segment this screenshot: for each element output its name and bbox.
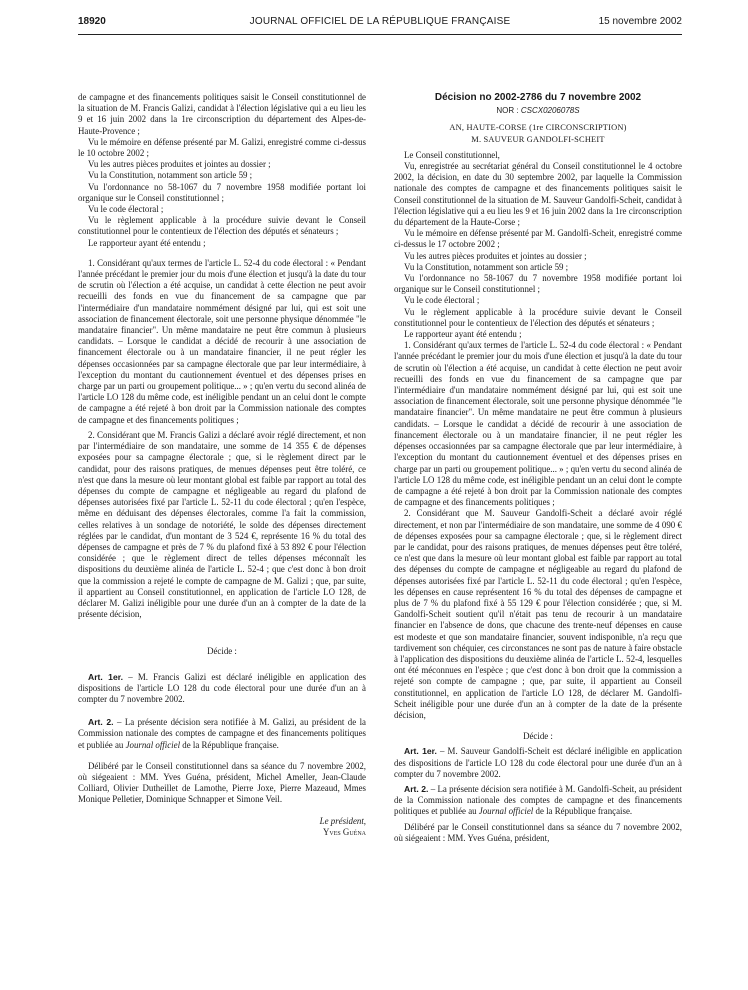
left-article-2: [78, 717, 366, 751]
decision-title: Décision no 2002-2786 du 7 novembre 2002: [434, 92, 642, 103]
right-para-5: Vu l'ordonnance no 58-1067 du 7 novembre 1958 modifiée portant loi organique sur le Conseil constitutionnel ;: [394, 273, 682, 295]
left-signer-title: Le président,: [319, 815, 366, 826]
left-art2-italic: Journal officiel: [125, 739, 181, 750]
left-art1-label: Art. 1er.: [88, 671, 123, 682]
left-para-3: Vu la Constitution, notamment son article 59 ;: [88, 170, 253, 181]
left-para-7: Le rapporteur ayant été entendu ;: [88, 237, 206, 248]
right-art2-text-b: de la République française.: [533, 806, 633, 817]
left-decide: Décide :: [207, 646, 237, 657]
left-column: [78, 92, 366, 838]
right-column: [394, 92, 682, 844]
nor-label: NOR :: [496, 106, 521, 116]
right-para-3: Vu les autres pièces produites et jointes au dossier ;: [404, 250, 587, 261]
journal-title: JOURNAL OFFICIEL DE LA RÉPUBLIQUE FRANÇAISE: [249, 16, 511, 27]
left-para-9: 2. Considérant que M. Francis Galizi a déclaré avoir réglé directement, et non par l'intermédiaire de son mandataire, une somme de 14 355 € de dépenses exposées pour sa campagne électorale ; que, si le règlement direct par le candidat, pour des raisons pratiques, de menues dépenses peut être toléré, ce n'est que dans la mesure où leur montant global est faible par rapport au total des dépenses du compte de campagne et négligeable au regard du plafond de dépenses autorisées fixé par l'article L. 52-11 du code électoral ; qu'en l'espèce, même en déduisant des dépenses électorales, comme l'a fait la commission, celles relatives à un sondage de notoriété, le solde des dépenses directement réglées par le candidat, d'un montant de 3 524 €, représente 16 % du total des dépenses de campagne et près de 7 % du plafond fixé à 53 892 € pour l'élection considérée ; que le règlement direct de telles dépenses méconnaît les dispositions du deuxième alinéa de l'article L. 52-4 ; que c'est donc à bon droit que la commission a rejeté le compte de campagne de M. Galizi ; que, par suite, il appartient au Conseil constitutionnel, en application de l'article LO 128, de déclarer M. Galizi inéligible pour une durée d'un an à compter de la date de la présente décision,: [78, 429, 366, 620]
page-header: [78, 16, 682, 32]
issue-date: 15 novembre 2002: [598, 16, 682, 27]
right-art2-label: Art. 2.: [404, 783, 429, 794]
right-para-6: Vu le code électoral ;: [404, 295, 480, 306]
left-deliberation: Délibéré par le Conseil constitutionnel dans sa séance du 7 novembre 2002, où siégeaient : MM. Yves Guéna, président, Michel Ameller, Jean-Claude Colliard, Olivier Dutheillet de Lamothe, Pierre Joxe, Pierre Mazeaud, Mmes Monique Pelletier, Dominique Schnapper et Simone Veil.: [78, 760, 366, 805]
left-article-1: [78, 672, 366, 706]
right-art1-label: Art. 1er.: [404, 746, 437, 757]
left-para-0: de campagne et des financements politiques saisit le Conseil constitutionnel de la situation de M. Francis Galizi, candidat à l'élection législative qui a eu lieu les 9 et 16 juin 2002 dans la 1re circonscription du département des Alpes-de-Haute-Provence ;: [78, 92, 366, 136]
nor-line: [394, 105, 682, 116]
nor-code: CSCX0206078S: [520, 106, 580, 116]
right-para-0: Le Conseil constitutionnel,: [404, 149, 500, 160]
candidate-line: M. SAUVEUR GANDOLFI-SCHEIT: [471, 134, 605, 144]
circonscription-line: AN, HAUTE-CORSE (1re CIRCONSCRIPTION): [449, 123, 627, 133]
left-para-5: Vu le code électoral ;: [88, 204, 164, 215]
left-para-4: Vu l'ordonnance no 58-1067 du 7 novembre 1958 modifiée portant loi organique sur le Conseil constitutionnel ;: [78, 181, 366, 203]
right-para-9: 1. Considérant qu'aux termes de l'article L. 52-4 du code électoral : « Pendant l'année précédant le premier jour du mois d'une élection et jusqu'à la date du tour de scrutin où l'élection a été acquise, un candidat à cette élection ne peut avoir recueilli des fonds en vue du financement de sa campagne que par l'intermédiaire d'un mandataire nommément désigné par lui, qui est soit une association de financement électorale, soit une personne physique dénommée "le mandataire financier". Un même mandataire ne peut être commun à plusieurs candidats. – Lorsque le candidat a décidé de recourir à une association de financement électorale ou à un mandataire financier, il ne peut régler les dépenses occasionnées par sa campagne électorale que par leur intermédiaire, à l'exception du montant du cautionnement éventuel et des dépenses prises en charge par un parti ou groupement politique... » ; qu'en vertu du second alinéa de l'article LO 128 du même code, est inéligible pendant un an celui dont le compte de campagne a été rejeté à bon droit par la Commission nationale des comptes de campagne et des financements politiques ;: [394, 340, 682, 508]
header-rule: [78, 34, 682, 35]
left-art2-label: Art. 2.: [88, 717, 114, 728]
right-para-4: Vu la Constitution, notamment son article 59 ;: [404, 261, 569, 272]
right-article-1: [394, 746, 682, 780]
left-para-6: Vu le règlement applicable à la procédure suivie devant le Conseil constitutionnel pour le contentieux de l'élection des députés et sénateurs ;: [78, 215, 366, 237]
left-para-8: 1. Considérant qu'aux termes de l'article L. 52-4 du code électoral : « Pendant l'année précédant le premier jour du mois d'une élection et jusqu'à la date du tour de scrutin où l'élection a été acquise, un candidat à cette élection ne peut avoir recueilli des fonds en vue du financement de sa campagne que par l'intermédiaire d'un mandataire nommément désigné par lui, qui est soit une association de financement électorale, soit une personne physique dénommée "le mandataire financier". Un même mandataire ne peut être commun à plusieurs candidats. – Lorsque le candidat a décidé de recourir à une association de financement électorale ou à un mandataire financier, il ne peut régler les dépenses occasionnées par sa campagne électorale que par leur intermédiaire, à l'exception du montant du cautionnement éventuel et des dépenses prises en charge par un parti ou groupement politique... » ; qu'en vertu du second alinéa de l'article LO 128 du même code, est inéligible pendant un an celui dont le compte de campagne a été rejeté à bon droit par la Commission nationale des comptes de campagne et des financements politiques ;: [78, 257, 366, 425]
right-para-7: Vu le règlement applicable à la procédure suivie devant le Conseil constitutionnel pour le contentieux de l'élection des députés et sénateurs ;: [394, 306, 682, 328]
left-art2-text-b: de la République française.: [180, 739, 279, 750]
right-para-2: Vu le mémoire en défense présenté par M. Gandolfi-Scheit, enregistré comme ci-dessus le 17 octobre 2002 ;: [394, 228, 682, 250]
left-para-1: Vu le mémoire en défense présenté par M. Galizi, enregistré comme ci-dessus le 10 octobre 2002 ;: [78, 136, 366, 159]
left-art1-text: – M. Francis Galizi est déclaré inéligible en application des dispositions de l'article LO 128 du code électoral pour une durée d'un an à compter du 7 novembre 2002.: [78, 671, 366, 704]
right-deliberation: Délibéré par le Conseil constitutionnel dans sa séance du 7 novembre 2002, où siégeaient : MM. Yves Guéna, président,: [394, 821, 682, 843]
left-art2-text-a: – La présente décision sera notifiée à M. Galizi, au président de la Commission nationale des comptes de campagne et des financements politiques et publiée au: [78, 717, 366, 750]
right-art1-text: – M. Sauveur Gandolfi-Scheit est déclaré inéligible en application des dispositions de l'article LO 128 du code électoral pour une durée d'un an à compter du 7 novembre 2002.: [394, 746, 682, 779]
left-para-2: Vu les autres pièces produites et jointes au dossier ;: [88, 159, 271, 170]
right-art2-text-a: – La présente décision sera notifiée à M. Gandolfi-Scheit, au président de la Commission nationale des comptes de campagne et des financements politiques et publiée au: [394, 783, 683, 817]
page-number: 18920: [78, 16, 106, 27]
right-para-1: Vu, enregistrée au secrétariat général du Conseil constitutionnel le 4 octobre 2002, la décision, en date du 30 septembre 2002, par laquelle la Commission nationale des comptes de campagne et des financements politiques saisit le Conseil constitutionnel de la situation de M. Sauveur Gandolfi-Scheit, candidat à l'élection législative qui a eu lieu les 9 et 16 juin 2002 dans la 1re circonscription du département de la Haute-Corse ;: [394, 161, 682, 228]
right-art2-italic: Journal officiel: [478, 806, 534, 817]
right-para-10: 2. Considérant que M. Sauveur Gandolfi-Scheit a déclaré avoir réglé directement, et non par l'intermédiaire de son mandataire, une somme de 4 090 € de dépenses exposées pour sa campagne électorale ; que, si le règlement direct par le candidat, pour des raisons pratiques, de menues dépenses peut être toléré, ce n'est que dans la mesure où leur montant global est faible par rapport au total des dépenses du compte de campagne et négligeable au regard du plafond de dépenses autorisées fixé par l'article L. 52-11 du code électoral ; qu'en l'espèce, les dépenses en cause représentent 16 % du total des dépenses de campagne et plus de 7 % du plafond fixé à 55 129 € pour l'élection considérée ; que, si M. Gandolfi-Scheit soutient qu'il n'était pas tenu de recourir à un mandataire financier en l'absence de dons, que chacune des trente-neuf dépenses en cause est modeste et que son mandataire financier, souvent indisponible, n'a reçu que tardivement son chéquier, ces circonstances ne sont pas de nature à faire obstacle à l'application des dispositions du deuxième alinéa de l'article L. 52-4, lesquelles ont été méconnues en l'espèce ; que c'est donc à bon droit que la commission a rejeté son compte de campagne ; que, par suite, il appartient au Conseil constitutionnel, en application de l'article LO 128, de déclarer M. Gandolfi-Scheit inéligible pour une durée d'un an à compter de la date de la présente décision,: [394, 508, 682, 720]
left-signer-name: Yves Guéna: [322, 826, 366, 837]
right-article-2: [394, 784, 682, 818]
right-decide: Décide :: [523, 731, 553, 742]
right-para-8: Le rapporteur ayant été entendu ;: [404, 329, 522, 340]
